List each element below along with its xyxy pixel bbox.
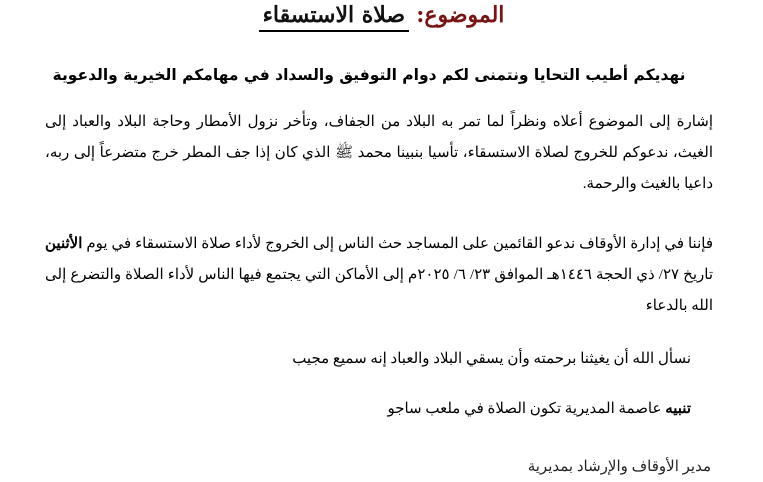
- notice-label: تنبيه: [665, 401, 691, 417]
- paragraph-invitation: [45, 229, 713, 322]
- invitation-text-start: فإننا في إدارة الأوقاف ندعو القائمين على المساجد حث الناس إلى الخروج لأداء صلاة الاستسقاء في يوم: [86, 236, 713, 252]
- invitation-text-end: تاريخ ٢٧/ ذي الحجة ١٤٤٦هـ الموافق ٢٣/ ٦/ ٢٠٢٥م إلى الأماكن التي يجتمع فيها الناس لأداء الصلاة والتضرع إلى الله بالدعاء: [45, 267, 714, 314]
- greeting-line: نهديكم أطيب التحايا ونتمنى لكم دوام التوفيق والسداد في مهامكم الخيرية والدعوية: [52, 66, 686, 84]
- paragraph-reference: إشارة إلى الموضوع أعلاه ونظراً لما تمر به البلاد من الجفاف، وتأخر نزول الأمطار وحاجة البلاد والعباد إلى الغيث، ندعوكم للخروج لصلاة الاستسقاء، تأسيا بنبينا محمد ﷺ الذي كان إذا جف المطر خرج متضرعاً إلى ربه، داعيا بالغيث والرحمة.: [45, 114, 713, 192]
- notice-line: [23, 394, 691, 425]
- subject-label: الموضوع:: [416, 2, 505, 28]
- signature-line: مدير الأوقاف والإرشاد بمديرية: [527, 459, 711, 475]
- prayer-line: نسأل الله أن يغيثنا برحمته وأن يسقي البلاد والعباد إنه سميع مجيب: [292, 351, 691, 367]
- notice-text: عاصمة المديرية تكون الصلاة في ملعب ساجو: [387, 401, 662, 417]
- subject-title: صلاة الاستسقاء: [259, 0, 410, 32]
- invitation-day: الأثنين: [45, 236, 83, 252]
- subject-heading: [0, 0, 763, 32]
